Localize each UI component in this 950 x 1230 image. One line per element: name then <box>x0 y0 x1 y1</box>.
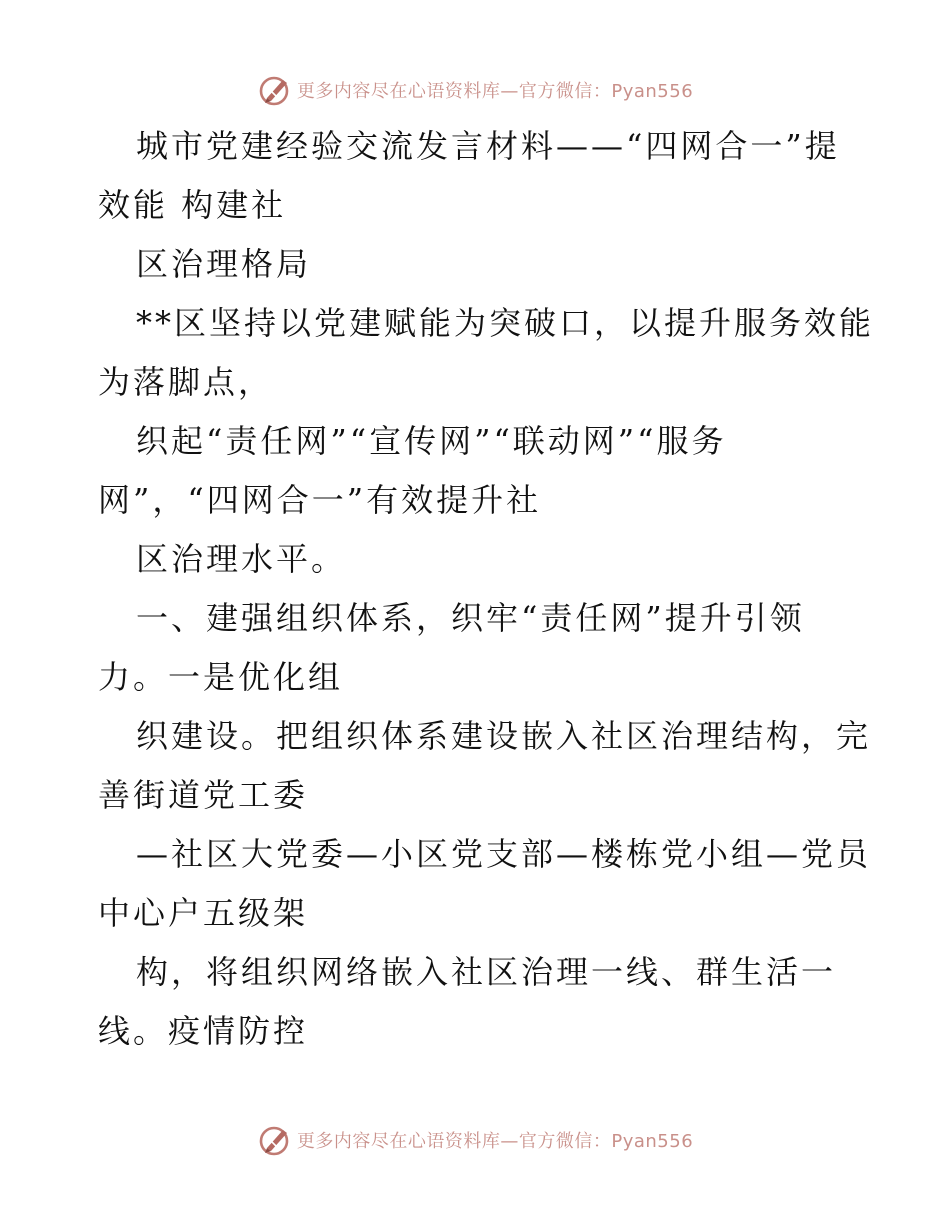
text-line: **区坚持以党建赋能为突破口，以提升服务效能 <box>136 304 875 342</box>
text-line: 力。一是优化组 <box>98 658 344 696</box>
pen-logo-icon <box>257 1122 293 1158</box>
text-line: 区治理水平。 <box>136 540 347 578</box>
text-line: —社区大党委—小区党支部—楼栋党小组—党员 <box>136 835 872 873</box>
text-line: 线。疫情防控 <box>98 1012 309 1050</box>
text-line: 城市党建经验交流发言材料——“四网合一”提 <box>136 127 840 165</box>
pen-logo-icon <box>257 72 293 108</box>
watermark-text: 更多内容尽在心语资料库—官方微信：Pyan556 <box>296 1131 694 1152</box>
text-line: 一、建强组织体系，织牢“责任网”提升引领 <box>136 599 805 637</box>
text-line: 构，将组织网络嵌入社区治理一线、群生活一 <box>136 953 837 991</box>
text-line: 网”，“四网合一”有效提升社 <box>98 481 542 519</box>
watermark-text: 更多内容尽在心语资料库—官方微信：Pyan556 <box>296 81 694 102</box>
text-line: 善街道党工委 <box>98 776 309 814</box>
document-body <box>98 117 875 1061</box>
text-line: 为落脚点， <box>98 363 274 401</box>
text-line: 效能 构建社 <box>98 186 287 224</box>
header-watermark <box>0 70 950 110</box>
text-line: 织建设。把组织体系建设嵌入社区治理结构，完 <box>136 717 872 755</box>
watermark-handle: Pyan556 <box>611 1131 694 1152</box>
footer-watermark <box>0 1120 950 1160</box>
text-line: 区治理格局 <box>136 245 312 283</box>
watermark-handle: Pyan556 <box>611 81 694 102</box>
text-line: 织起“责任网”“宣传网”“联动网”“服务 <box>136 422 727 460</box>
text-line: 中心户五级架 <box>98 894 309 932</box>
